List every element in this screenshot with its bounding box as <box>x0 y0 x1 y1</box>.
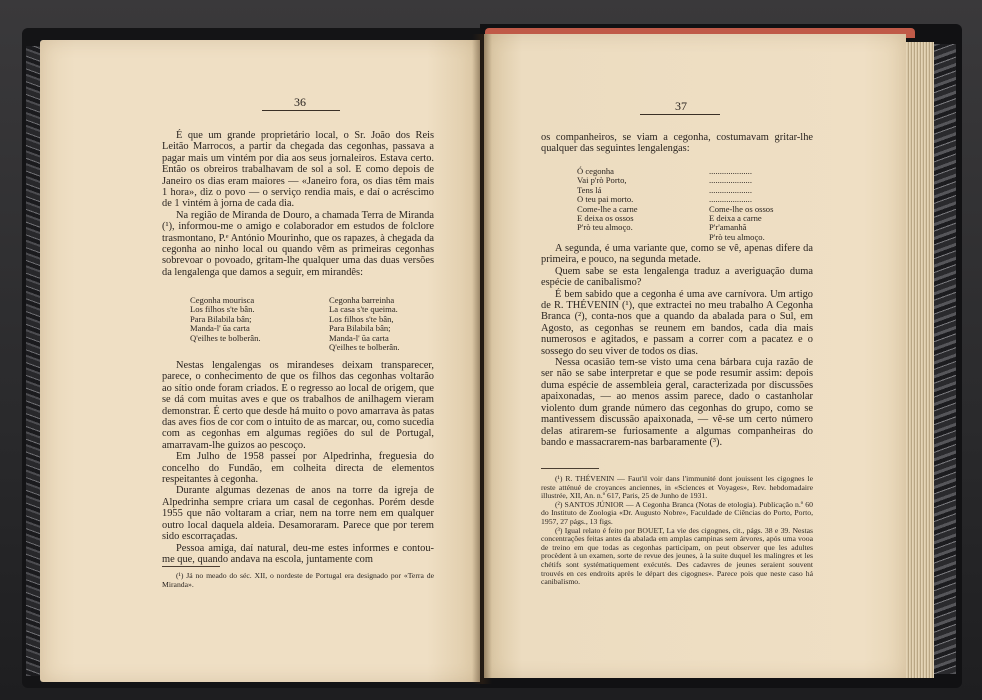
verse-line: Para Bilabila bân; <box>329 323 391 334</box>
verse-right-1 <box>329 296 400 352</box>
left-header-rule <box>262 110 340 111</box>
paragraph: É bem sabido que a cegonha é uma ave carnívora. Um artigo de R. THÉVENIN (¹), que extractei no meu trabalho A Cegonha Branca (²), conta-nos que a quando da abalada para o Sul, em Agosto, as cegonhas se reunem em bandos, cada dia mais numerosos e agitados, e passam a correr com a pacatez e o sossego do seu viver de todos os dias. <box>541 288 813 357</box>
left-footnote-rule <box>162 566 220 567</box>
verse-line: O teu pai morto. <box>577 194 634 205</box>
verse-left-1 <box>190 296 261 343</box>
verse-line: .................... <box>709 175 752 186</box>
paragraph: Durante algumas dezenas de anos na torre da igreja de Alpedrinha sempre criara um casal de cegonhas. Porém desde 1955 que não voltaram a criar, nem na torre nem em qualquer outro local daquela aldeia. Desamoraram. Parece que por terem sido escorraçadas. <box>162 485 434 543</box>
paragraph: Nestas lengalengas os mirandeses deixam transparecer, parece, o conhecimento de que os filhos das cegonhas voltarão ao sítio onde foram criados. E o regresso ao local de origem, que se dá com muitas aves e que os trabalhos de anilhagem vieram demonstrar. É certo que desde há muito o povo amarrava às patas das aves fios de cor com o intuito de as marcar, ou, como sucedia com as cegonhas em algumas regiões do sul de Portugal, amarravam-lhe guizos ao pescoço. <box>162 360 434 451</box>
verse-line: Manda-l' ũa carta <box>329 332 389 343</box>
verse-line: P'rò teu almoço. <box>577 222 633 233</box>
verse-line: Los filhos s'te bân, <box>329 313 394 324</box>
verse-line: Manda-l' ũa carta <box>190 323 250 334</box>
verse-line: Come-lhe a carne <box>577 203 638 214</box>
verse-line: .................... <box>709 194 752 205</box>
verse-line: P'rò teu almoço. <box>709 231 765 242</box>
verse-line: E deixa a carne <box>709 213 762 224</box>
verse-line: .................... <box>709 166 752 176</box>
right-footnote-rule <box>541 468 599 469</box>
verse-line: .................... <box>709 184 752 195</box>
paragraph: É que um grande proprietário local, o Sr. João dos Reis Leitão Marrocos, a partir da chegada das cegonhas, passava a pagar mais um vintém por dia aos seus jornaleiros. Estava certo. Então os obreiros trabalhavam de sol a sol. E como depois de Janeiro os dias eram maiores — «Janeiro fora, os dias têm mais 1 hora», diz o povo — o serviço rendia mais, e daí o acréscimo de 1 vintém à jorna de cada dia. <box>162 130 434 210</box>
right-text-block <box>541 243 813 448</box>
paragraph: os companheiros, se viam a cegonha, costumavam gritar-lhe qualquer das seguintes lengalengas: <box>541 132 813 155</box>
verse-line: Los filhos s'te bân. <box>190 304 255 315</box>
verse-line: Ó cegonha <box>577 166 614 176</box>
left-page-number: 36 <box>294 95 306 109</box>
right-header-rule <box>640 114 720 115</box>
paragraph: A segunda, é uma variante que, como se vê, apenas difere da primeira, e pouco, na segunda metade. <box>541 243 813 266</box>
footnote-text: (¹) Já no meado do séc. XII, o nordeste de Portugal era designado por «Terra de Miranda». <box>162 571 434 589</box>
verse-left-2 <box>577 167 638 233</box>
verse-line: Tens lá <box>577 184 602 195</box>
left-footnote <box>162 572 434 589</box>
paragraph: Na região de Miranda de Douro, a chamada Terra de Miranda (¹), informou-me o amigo e colaborador em estudos de folclore trasmontano, P.ᵉ António Mourinho, que os rapazes, à chegada da cegonha ao ninho local ou quando vêm as primeiras cegonhas sobrevoar o povoado, gritam-lhe qualquer uma das duas versões da lengalenga que damos a seguir, em mirandês: <box>162 209 434 278</box>
verse-line: E deixa os ossos <box>577 213 634 224</box>
left-text-block-1 <box>162 130 434 278</box>
verse-line: Cegonha mourisca <box>190 295 255 305</box>
page-block-edges <box>904 42 934 678</box>
footnote-text: (¹) R. THÉVENIN — Faut'il voir dans l'immunité dont jouissent les cigognes le reste atténué de croyances anciennes, in «Sciences et Voyages», Rev. hebdomadaire illustrée, XII, An. n.º 617, Paris, 25 de Junho de 1931. <box>541 474 813 501</box>
paragraph: Quem sabe se esta lengalenga traduz a averiguação duma espécie de canibalismo? <box>541 265 813 289</box>
paragraph: Nessa ocasião tem-se visto uma cena bárbara cuja razão de ser não se sabe interpretar e que se pode resumir assim: depois duma espécie de assembleia geral, caracterizada por discussões apaixonadas, — ao menos assim parece, dado o castanholar violento dum grande número das cegonhas do grupo, como se mantivessem discussão apaixonada, — vê-se um certo número delas atirarem-se furiosamente a algumas companheiras do bando e massacrarem-nas barbaramente (³). <box>541 357 813 448</box>
footnote-text: (²) SANTOS JÚNIOR — A Cegonha Branca (Notas de etologia). Publicação n.º 60 do Instituto de Zoologia «Dr. Augusto Nobre», Faculdade de Ciências do Porto, Porto, 1957, 27 págs., 13 figs. <box>541 499 813 526</box>
book-gutter <box>472 34 492 684</box>
right-page-number: 37 <box>675 99 687 113</box>
verse-right-2 <box>709 167 773 242</box>
verse-line: Q'eilhes te bolberân. <box>190 332 261 343</box>
marbled-edge-right <box>932 44 956 674</box>
paragraph: Pessoa amiga, daí natural, deu-me estes informes e contou-me que, quando andava na escola, juntamente com <box>162 542 434 565</box>
paragraph: Em Julho de 1958 passei por Alpedrinha, freguesia do concelho do Fundão, em colheita directa de elementos respeitantes à cegonha. <box>162 451 434 486</box>
right-footnotes <box>541 475 813 587</box>
right-intro <box>541 132 813 155</box>
left-text-block-2 <box>162 360 434 565</box>
verse-line: Para Bilabila bân; <box>190 313 252 324</box>
verse-line: P'r'amanhã <box>709 222 747 233</box>
verse-line: Cegonha barreinha <box>329 295 395 305</box>
verse-line: La casa s'te queima. <box>329 304 398 315</box>
verse-line: Come-lhe os ossos <box>709 203 774 214</box>
verse-line: Vai p'rò Porto, <box>577 175 627 186</box>
verse-line: Q'eilhes te bolberân. <box>329 342 400 353</box>
footnote-text: (³) Igual relato é feito por BOUET, La vie des cigognes, cit., págs. 38 e 39. Nestas concentrações feitas antes da abalada em amplas campinas sem árvores, após uma vooa de treino em que todas as cegonhas participam, on peut observer que les adultes procèdent à un examen, sorte de revue des jeunes, à la suite duquel les malingres et les chétifs sont systématiquement exécutés. Des cadavres de jeunes seraient souvent trouvés en ces endroits après le départ des cigognes». Parece pois que neste caso há canibalismo. <box>541 525 813 587</box>
